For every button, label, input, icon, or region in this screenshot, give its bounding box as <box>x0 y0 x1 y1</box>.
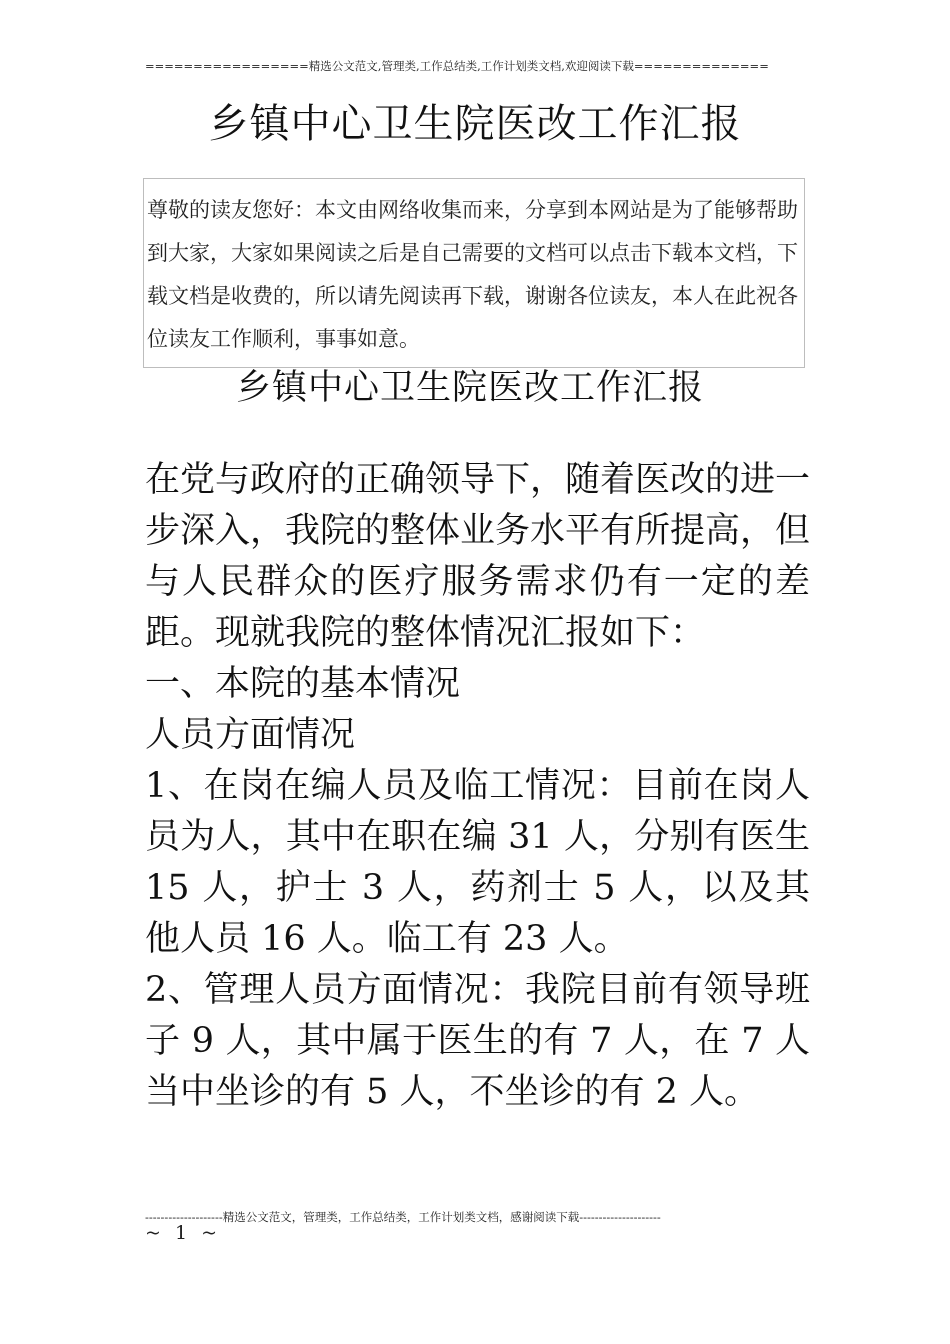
document-subtitle: 乡镇中心卫生院医改工作汇报 <box>235 368 704 408</box>
paragraph-intro: 在党与政府的正确领导下，随着医改的进一步深入，我院的整体业务水平有所提高，但与人民群众的医疗服务需求仍有一定的差距。现就我院的整体情况汇报如下： <box>145 460 811 653</box>
section-heading: 一、本院的基本情况 <box>145 664 461 704</box>
page-header: =================精选公文范文,管理类,工作总结类,工作计划类文档,欢迎阅读下载============== <box>145 59 769 73</box>
paragraph-staff: 1、在岗在编人员及临工情况：目前在岗人员为人，其中在职在编 31 人，分别有医生 15 人，护士 3 人，药剂士 5 人，以及其他人员 16 人。临工有 23 人。 <box>145 766 810 959</box>
subsection-heading: 人员方面情况 <box>145 715 356 755</box>
notice-box <box>143 178 805 368</box>
page-footer: --------------------精选公文范文，管理类，工作总结类，工作计划类文档，感谢阅读下载--------------------- <box>145 1210 661 1224</box>
page-number: ~ 1 ~ <box>145 1222 222 1244</box>
notice-text: 尊敬的读友您好：本文由网络收集而来，分享到本网站是为了能够帮助到大家，大家如果阅读之后是自己需要的文档可以点击下载本文档，下载文档是收费的，所以请先阅读再下载，谢谢各位读友，本人在此祝各位读友工作顺利，事事如意。 <box>147 198 798 351</box>
body-content <box>145 455 810 1118</box>
document-title: 乡镇中心卫生院医改工作汇报 <box>208 101 742 147</box>
paragraph-management: 2、管理人员方面情况：我院目前有领导班子 9 人，其中属于医生的有 7 人，在 7 人当中坐诊的有 5 人，不坐诊的有 2 人。 <box>145 970 810 1112</box>
